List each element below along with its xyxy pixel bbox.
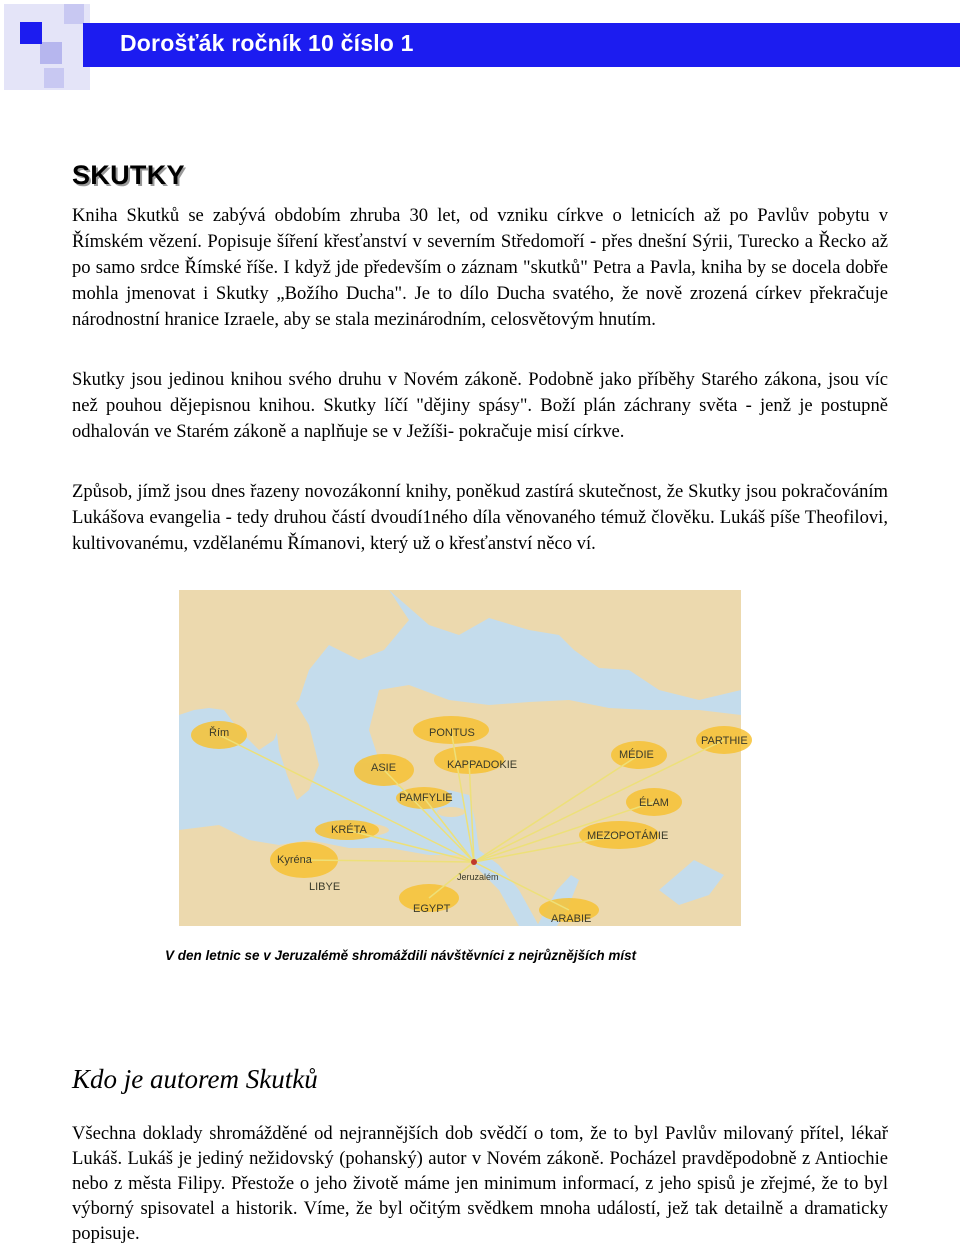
- map-label-asie: ASIE: [371, 762, 397, 774]
- map-label-parthie: PARTHIE: [701, 735, 748, 747]
- section-heading-author: Kdo je autorem Skutků: [72, 1064, 318, 1094]
- paragraph-intro: Kniha Skutků se zabývá obdobím zhruba 30 let, od vzniku církve o letnicích až po Pavlův pobytu v Římském vězení. Popisuje šíření křesťanství v severním Středomoří - přes dnešní Sýrii, Turecko a Řecko až po samo srdce Římské říše. I když jde především o záznam "skutků" Petra a Pavla, kniha by se docela dobře mohla jmenovat i Skutky „Božího Ducha". Je to dílo Ducha svatého, že nově zrozená církev překračuje národnostní hranice Izraele, aby se stala mezinárodním, celosvětovým hnutím.: [72, 205, 888, 330]
- map-label-mezopotamie: MEZOPOTÁMIE: [587, 830, 669, 842]
- issue-title: Dorošťák ročník 10 číslo 1: [120, 30, 414, 56]
- paragraph-author: Všechna doklady shromážděné od nejrannějších dob svědčí o tom, že to byl Pavlův milovaný přítel, lékař Lukáš. Lukáš je jediný nežidovský (pohanský) autor v Novém zákoně. Pocházel pravděpodobně z Antiochie nebo z města Filipy. Přestože o jeho životě máme jen minimum informací, z jeho spisů je zřejmé, že to byl výborný spisovatel a historik. Víme, že byl očitým svědkem mnoha událostí, jež tak detailně a dramaticky popisuje.: [72, 1123, 888, 1244]
- decor-square: [44, 68, 64, 88]
- page-header: [0, 0, 960, 92]
- decor-square: [20, 22, 42, 44]
- map-label-libye: LIBYE: [309, 881, 341, 893]
- map-label-jeruzalem: Jeruzalém: [457, 872, 499, 882]
- map-label-kappadokie: KAPPADOKIE: [447, 759, 518, 771]
- map-label-medie: MÉDIE: [619, 749, 654, 761]
- map-label-pamfylie: PAMFYLIE: [399, 792, 453, 804]
- map-image: [179, 590, 748, 926]
- map-label-rim: Řím: [209, 727, 230, 739]
- map-label-arabie: ARABIE: [551, 913, 592, 925]
- map-label-egypt: EGYPT: [413, 903, 451, 915]
- map-label-elam: ÉLAM: [639, 797, 669, 809]
- decor-square: [40, 42, 62, 64]
- decor-square: [64, 4, 84, 24]
- map-label-kreta: KRÉTA: [331, 824, 367, 836]
- paragraph-luke: Způsob, jímž jsou dnes řazeny novozákonní knihy, poněkud zastírá skutečnost, že Skutky jsou pokračováním Lukášova evangelia - tedy druhou částí dvoudí1ného díla věnovaného témuž člověku. Lukáš píše Theofilovi, kultivovanému, vzdělanému Římanovi, který už o křesťanství něco ví.: [72, 481, 888, 554]
- paragraph-history: Skutky jsou jedinou knihou svého druhu v Novém zákoně. Podobně jako příběhy Starého zákona, jsou víc než pouhou dějepisnou knihou. Skutky líčí "dějiny spásy". Boží plán záchrany světa - jenž je postupně odhalován ve Starém zákoně a naplňuje se v Ježíši- pokračuje misí církve.: [72, 369, 888, 442]
- map-caption: V den letnic se v Jeruzalémě shromáždili návštěvníci z nejrůznějších míst: [165, 948, 637, 963]
- section-heading-skutky: SKUTKY: [72, 160, 185, 190]
- map-label-kyrena: Kyréna: [277, 854, 312, 866]
- map-label-pontus: PONTUS: [429, 727, 475, 739]
